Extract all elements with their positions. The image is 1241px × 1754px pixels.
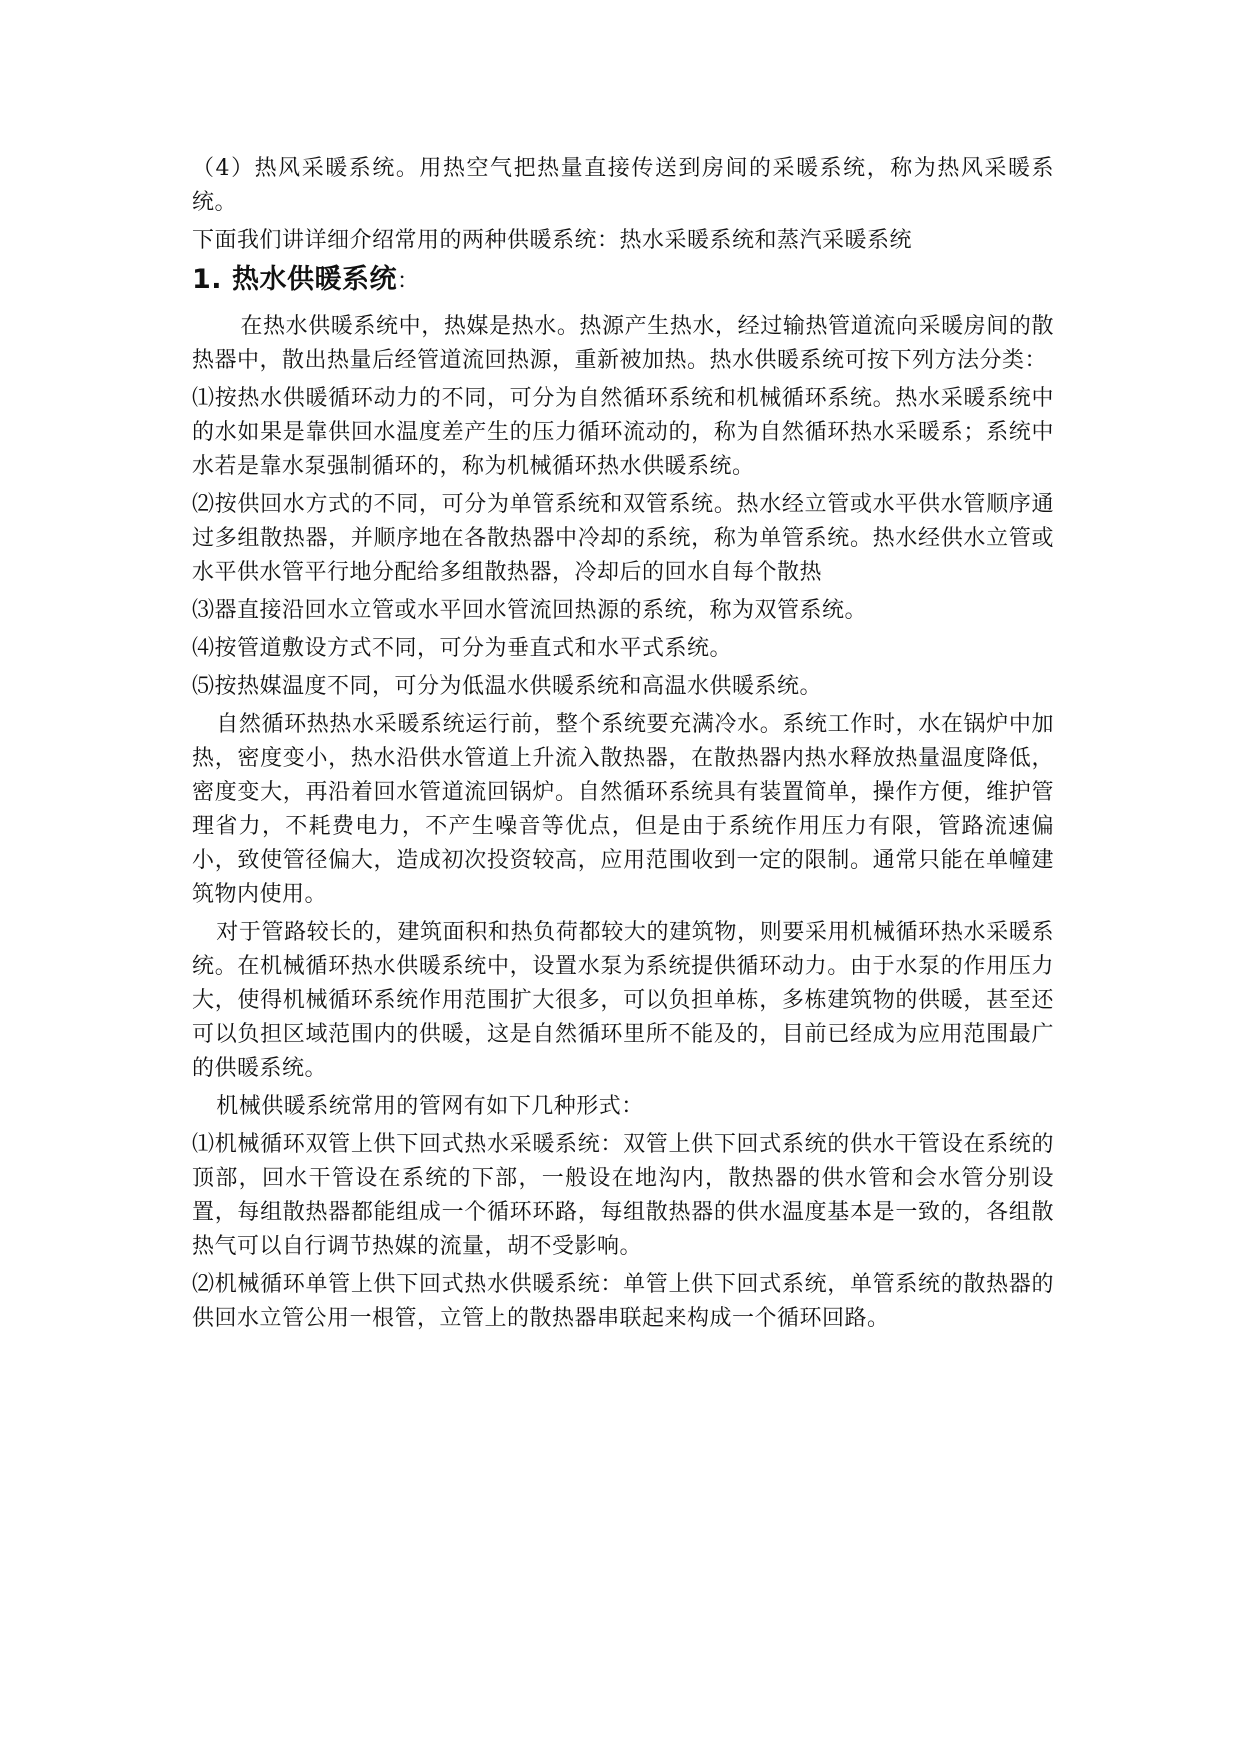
paragraph-intro-two-systems: 下面我们讲详细介绍常用的两种供暖系统：热水采暖系统和蒸汽采暖系统 [192,228,913,253]
paragraph-hot-air-heating: （4）热风采暖系统。用热空气把热量直接传送到房间的采暖系统，称为热风采暖系统。 [192,156,1054,215]
classification-item-3: ⑶器直接沿回水立管或水平回水管流回热源的系统，称为双管系统。 [192,598,868,623]
document-body [192,152,1054,1340]
classification-item-1: ⑴按热水供暖循环动力的不同，可分为自然循环系统和机械循环系统。热水采暖系统中的水如果是靠供回水温度差产生的压力循环流动的，称为自然循环热水采暖系；系统中水若是靠水泵强制循环的，称为机械循环热水供暖系统。 [192,386,1054,479]
network-form-item-1: ⑴机械循环双管上供下回式热水采暖系统：双管上供下回式系统的供水干管设在系统的顶部，回水干管设在系统的下部，一般设在地沟内，散热器的供水管和会水管分别设置，每组散热器都能组成一个循环环路，每组散热器的供水温度基本是一致的，各组散热气可以自行调节热媒的流量，胡不受影响。 [192,1132,1054,1259]
paragraph-mechanical-circulation: 对于管路较长的，建筑面积和热负荷都较大的建筑物，则要采用机械循环热水采暖系统。在机械循环热水供暖系统中，设置水泵为系统提供循环动力。由于水泵的作用压力大，使得机械循环系统作用范围扩大很多，可以负担单栋，多栋建筑物的供暖，甚至还可以负担区域范围内的供暖，这是自然循环里所不能及的，目前已经成为应用范围最广的供暖系统。 [192,920,1054,1081]
paragraph-natural-circulation: 自然循环热热水采暖系统运行前，整个系统要充满冷水。系统工作时，水在锅炉中加热，密度变小，热水沿供水管道上升流入散热器，在散热器内热水释放热量温度降低，密度变大，再沿着回水管道流回锅炉。自然循环系统具有装置简单，操作方便，维护管理省力，不耗费电力，不产生噪音等优点，但是由于系统作用压力有限，管路流速偏小，致使管径偏大，造成初次投资较高，应用范围收到一定的限制。通常只能在单幢建筑物内使用。 [192,712,1054,907]
section-heading-text: 1. 热水供暖系统 [192,264,397,295]
paragraph-hot-water-overview: 在热水供暖系统中，热媒是热水。热源产生热水，经过输热管道流向采暖房间的散热器中，散出热量后经管道流回热源，重新被加热。热水供暖系统可按下列方法分类： [192,314,1054,373]
section-heading-colon: ： [396,269,420,294]
classification-item-4: ⑷按管道敷设方式不同，可分为垂直式和水平式系统。 [192,636,733,661]
classification-item-5: ⑸按热媒温度不同，可分为低温水供暖系统和高温水供暖系统。 [192,674,823,699]
section-heading [192,262,1054,300]
network-form-item-2: ⑵机械循环单管上供下回式热水供暖系统：单管上供下回式系统，单管系统的散热器的供回水立管公用一根管，立管上的散热器串联起来构成一个循环回路。 [192,1272,1054,1331]
paragraph-pipe-network-intro: 机械供暖系统常用的管网有如下几种形式： [216,1094,644,1119]
classification-item-2: ⑵按供回水方式的不同，可分为单管系统和双管系统。热水经立管或水平供水管顺序通过多组散热器，并顺序地在各散热器中冷却的系统，称为单管系统。热水经供水立管或水平供水管平行地分配给多组散热器，冷却后的回水自每个散热 [192,492,1054,585]
